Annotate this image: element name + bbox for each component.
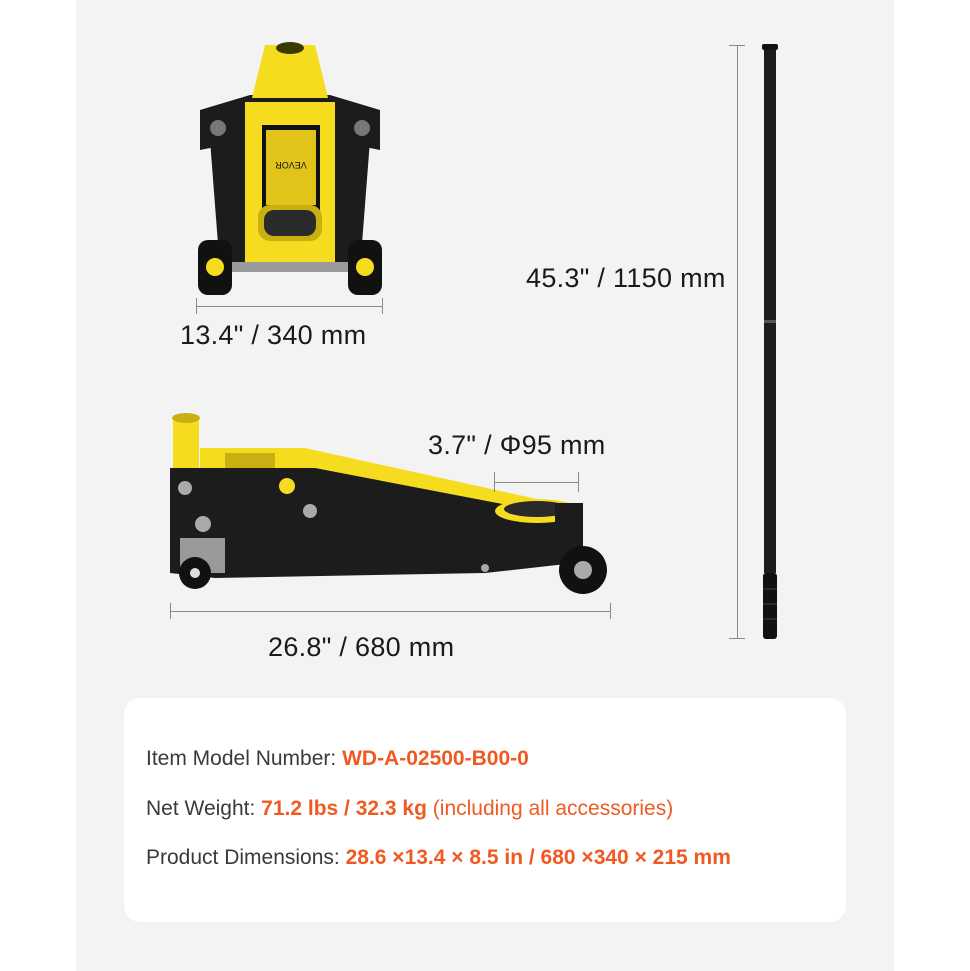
top-width-tick-right xyxy=(382,298,383,314)
net-weight-note: (including all accessories) xyxy=(432,797,674,820)
model-number-value: WD-A-02500-B00-0 xyxy=(342,747,529,770)
spec-card xyxy=(124,698,846,922)
jack-brand-label: VEVOR xyxy=(275,160,307,170)
top-width-tick-left xyxy=(196,298,197,314)
top-width-line xyxy=(196,306,382,307)
jack-top-view-image xyxy=(190,40,390,300)
saddle-diameter-line xyxy=(494,482,578,483)
net-weight-row xyxy=(146,797,673,821)
handle-length-tick-top xyxy=(729,45,745,46)
saddle-diameter-label: 3.7" / Φ95 mm xyxy=(428,430,606,460)
handle-length-tick-bottom xyxy=(729,638,745,639)
product-dimensions-value: 28.6 ×13.4 × 8.5 in / 680 ×340 × 215 mm xyxy=(345,846,731,869)
net-weight-value: 71.2 lbs / 32.3 kg xyxy=(261,797,427,820)
side-length-label: 26.8" / 680 mm xyxy=(268,632,455,662)
model-number-row xyxy=(146,747,529,771)
product-dimensions-label: Product Dimensions: xyxy=(146,846,340,869)
handle-length-label: 45.3" / 1150 mm xyxy=(522,263,730,294)
net-weight-label: Net Weight: xyxy=(146,797,256,820)
side-length-tick-right xyxy=(610,603,611,619)
product-dimensions-row xyxy=(146,846,731,870)
saddle-diameter-tick-left xyxy=(494,472,495,492)
side-length-line xyxy=(170,611,610,612)
jack-handle-image xyxy=(758,44,782,640)
saddle-diameter-tick-right xyxy=(578,472,579,492)
handle-length-line xyxy=(737,45,738,638)
side-length-tick-left xyxy=(170,603,171,619)
model-number-label: Item Model Number: xyxy=(146,747,337,770)
top-width-label: 13.4" / 340 mm xyxy=(180,320,367,350)
